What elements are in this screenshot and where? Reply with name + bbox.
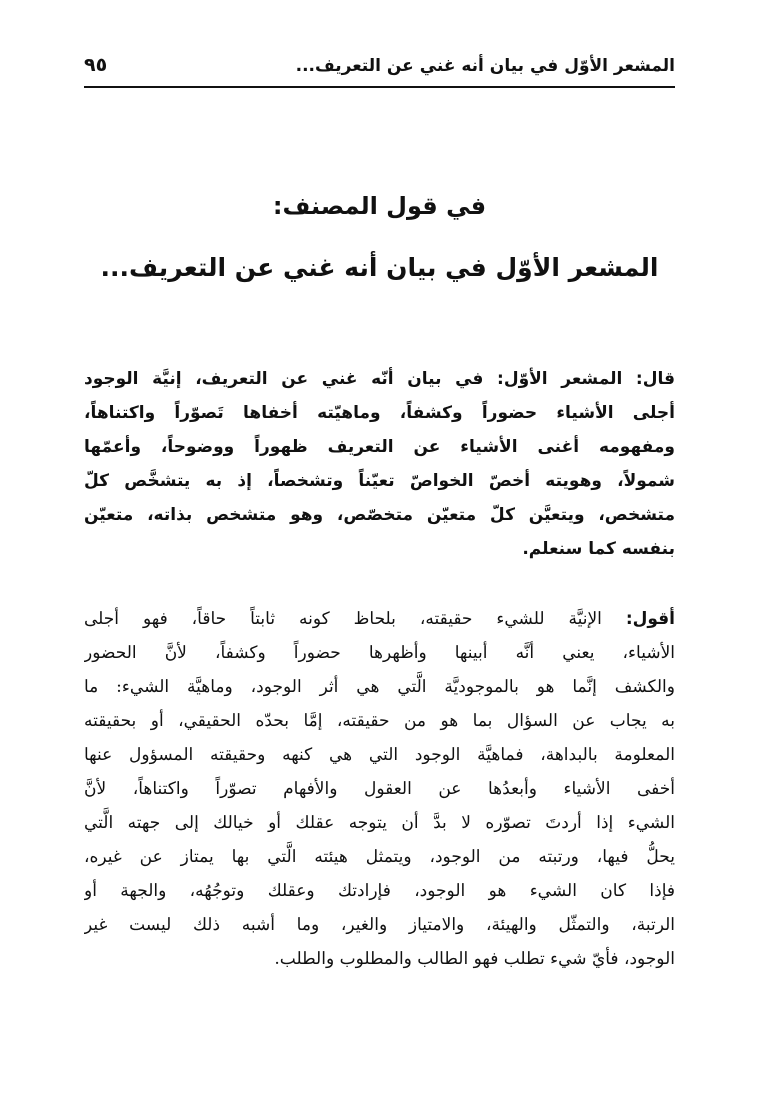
commentary-line-text: الإنيَّة للشيء حقيقته، بلحاظ كونه ثابتاً حاقاً، فهو أجلى bbox=[84, 609, 626, 629]
commentary-line: الأشياء، يعني أنَّه أبينها وأظهرها حضوراً وكشفاً، لأنَّ الحضور bbox=[84, 643, 675, 663]
running-title: المشعر الأوّل في بيان أنه غني عن التعريف... bbox=[295, 56, 675, 76]
quote-line: أجلى الأشياء حضوراً وكشفاً، وماهيّته أخفاها تَصوّراً واكتناهاً، bbox=[84, 403, 675, 423]
commentary-line: به يجاب عن السؤال بما هو من حقيقته، إمَّا بحدّه الحقيقي، أو بحقيقته bbox=[84, 711, 675, 731]
quote-line: قال: المشعر الأوّل: في بيان أنّه غني عن التعريف، إنيَّة الوجود bbox=[84, 369, 675, 389]
quote-line: شمولاً، وهويته أخصّ الخواصّ تعيّناً وتشخصاً، إذ به يتشخَّص كلّ bbox=[84, 471, 675, 491]
commentary-line: فإذا كان الشيء هو الوجود، فإرادتك وعقلك وتوجُهُه، والجهة أو bbox=[84, 881, 675, 901]
commentary-line: المعلومة بالبداهة، فماهيَّة الوجود التي هي كنهه وحقيقته المسؤول عنها bbox=[84, 745, 675, 765]
commentary-line: الرتبة، والتمثّل والهيئة، والامتياز والغير، وما أشبه ذلك ليست غير bbox=[84, 915, 675, 935]
commentary-line: الوجود، فأيّ شيء تطلب فهو الطالب والمطلوب والطلب. bbox=[274, 949, 675, 969]
commentary-line: أخفى الأشياء وأبعدُها عن العقول والأفهام تصوّراً واكتناهاً، لأنَّ bbox=[84, 779, 675, 799]
section-heading-secondary: المشعر الأوّل في بيان أنه غني عن التعريف... bbox=[100, 253, 659, 282]
commentary-lead-word: أقول: bbox=[625, 609, 675, 629]
quote-line: ومفهومه أغنى الأشياء عن التعريف ظهوراً ووضوحاً، وأعمّها bbox=[84, 437, 675, 457]
page-number: ٩٥ bbox=[84, 54, 108, 76]
quote-line: متشخص، ويتعيَّن كلّ متعيّن متخصّص، وهو متشخص بذاته، متعيّن bbox=[84, 505, 675, 525]
quote-line: بنفسه كما سنعلم. bbox=[522, 539, 675, 559]
commentary-line: يحلُّ فيها، ورتبته من الوجود، ويتمثل هيئته الَّتي بها يمتاز عن غيره، bbox=[84, 847, 675, 867]
commentary-line: الشيء إذا أردتَ تصوّره لا بدَّ أن يتوجه عقلك أو خيالك إلى جهته الَّتي bbox=[84, 813, 675, 833]
commentary-line: والكشف إنَّما هو بالموجوديَّة الَّتي هي أثر الوجود، وماهيَّة الشيء: ما bbox=[84, 677, 675, 697]
author-quote bbox=[84, 362, 675, 566]
running-header bbox=[84, 50, 675, 88]
commentary-line bbox=[84, 602, 675, 636]
commentary bbox=[84, 602, 675, 976]
section-heading-primary: في قول المصنف: bbox=[272, 192, 487, 220]
